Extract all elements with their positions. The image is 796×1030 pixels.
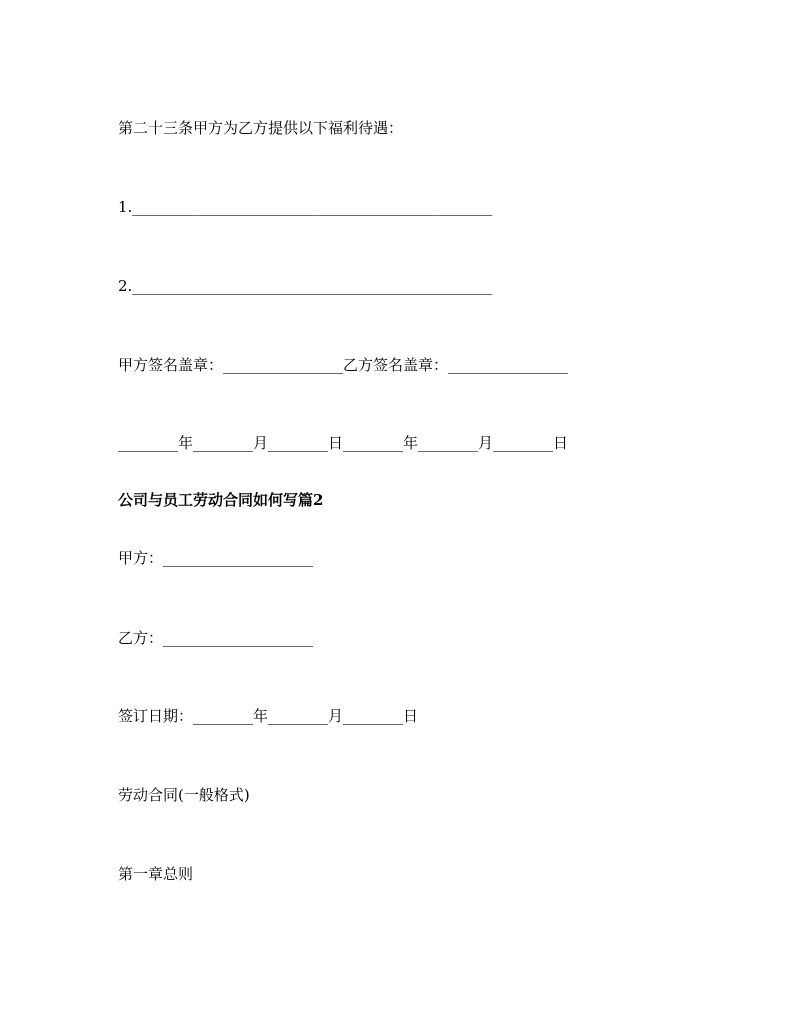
- party-a-field: 甲方：____________________: [118, 549, 314, 567]
- article-23-text: 第二十三条甲方为乙方提供以下福利待遇：: [118, 119, 404, 137]
- chapter-1-title: 第一章总则: [118, 865, 194, 883]
- section-heading: 公司与员工劳动合同如何写篇2: [118, 491, 324, 509]
- party-b-field: 乙方：____________________: [118, 629, 314, 647]
- benefit-item-2: 2.________________________________________________: [118, 277, 493, 295]
- signature-line: 甲方签名盖章：________________乙方签名盖章：________________: [118, 356, 569, 374]
- date-line: ________年________月________日________年________月________日: [118, 434, 569, 452]
- signing-date-field: 签订日期：________年________月________日: [118, 707, 419, 725]
- benefit-item-1: 1.________________________________________________: [118, 198, 493, 216]
- contract-title: 劳动合同(一般格式): [118, 786, 250, 804]
